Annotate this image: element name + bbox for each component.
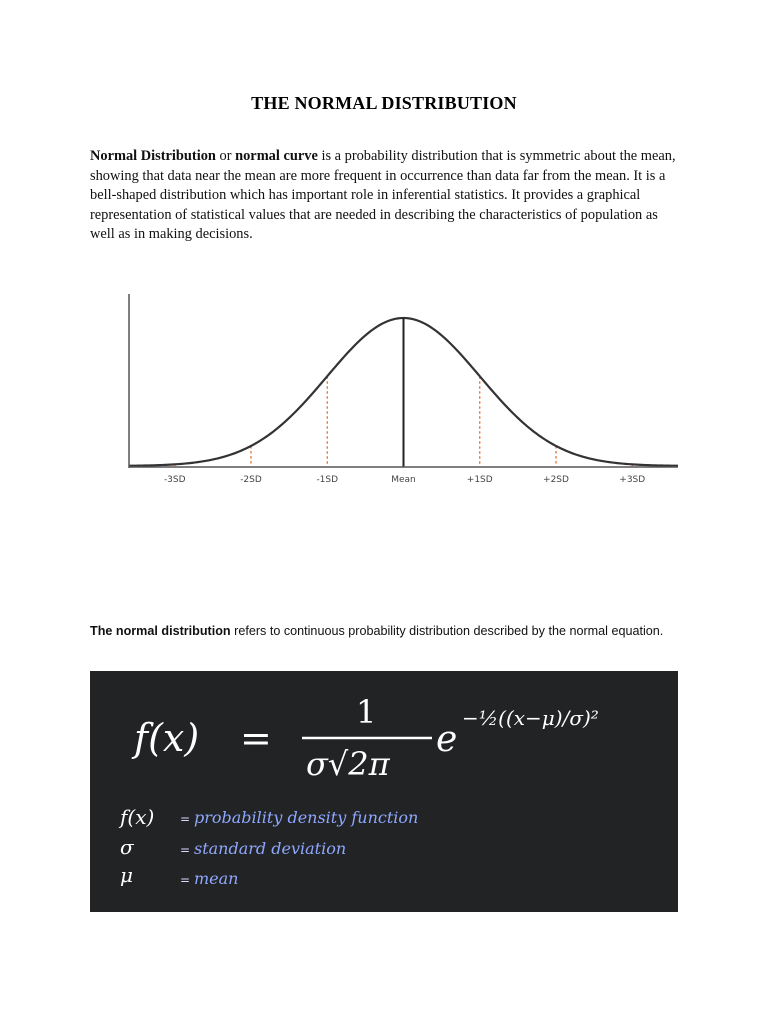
formula-lhs: f(x)	[134, 716, 200, 760]
legend-eq-fx: =	[180, 812, 191, 826]
formula-equals: =	[240, 716, 272, 760]
normal-distribution-definition	[90, 624, 710, 638]
x-tick-label: +1SD	[466, 475, 493, 485]
formula-exponent: −½((x−μ)/σ)²	[462, 706, 599, 730]
intro-or: or	[215, 148, 236, 164]
legend-symbol-fx: f(x)	[120, 805, 155, 829]
definition-body: refers to continuous probability distribution described by the normal equation.	[230, 624, 664, 638]
x-tick-label: -1SD	[316, 475, 339, 485]
intro-term-normal-distribution: Normal Distribution	[90, 148, 216, 164]
formula-panel	[90, 671, 678, 912]
page-title: THE NORMAL DISTRIBUTION	[251, 93, 517, 113]
x-tick-label: -2SD	[240, 475, 262, 485]
x-tick-label: Mean	[391, 475, 416, 485]
intro-paragraph	[90, 147, 680, 245]
normal-curve-chart	[118, 290, 684, 490]
legend-symbol-sigma: σ	[120, 835, 134, 859]
formula-exp-base: e	[436, 719, 458, 760]
definition-term: The normal distribution	[90, 624, 231, 638]
legend-meaning-fx: probability density function	[194, 808, 419, 827]
x-tick-label: -3SD	[163, 475, 186, 485]
x-tick-label: +3SD	[619, 475, 646, 485]
formula-numerator: 1	[356, 693, 377, 731]
x-tick-label: +2SD	[543, 475, 569, 485]
intro-body: is a probability distribution that is symmetric about the mean, showing that data near the mean are more frequent in occurrence than data far from the mean. It is a bell-shaped distribution which has important role in inferential statistics. It provides a graphical representation of statistical values that are needed in describing the characteristics of population as well as in making decisions.	[90, 148, 676, 242]
legend-eq-mu: =	[180, 873, 191, 887]
legend-meaning-sigma: standard deviation	[194, 839, 347, 858]
legend-symbol-mu: μ	[120, 863, 133, 887]
formula-denominator: σ√2π	[306, 745, 390, 783]
legend-eq-sigma: =	[180, 843, 191, 857]
intro-term-normal-curve: normal curve	[235, 148, 318, 164]
legend-meaning-mu: mean	[194, 869, 239, 888]
